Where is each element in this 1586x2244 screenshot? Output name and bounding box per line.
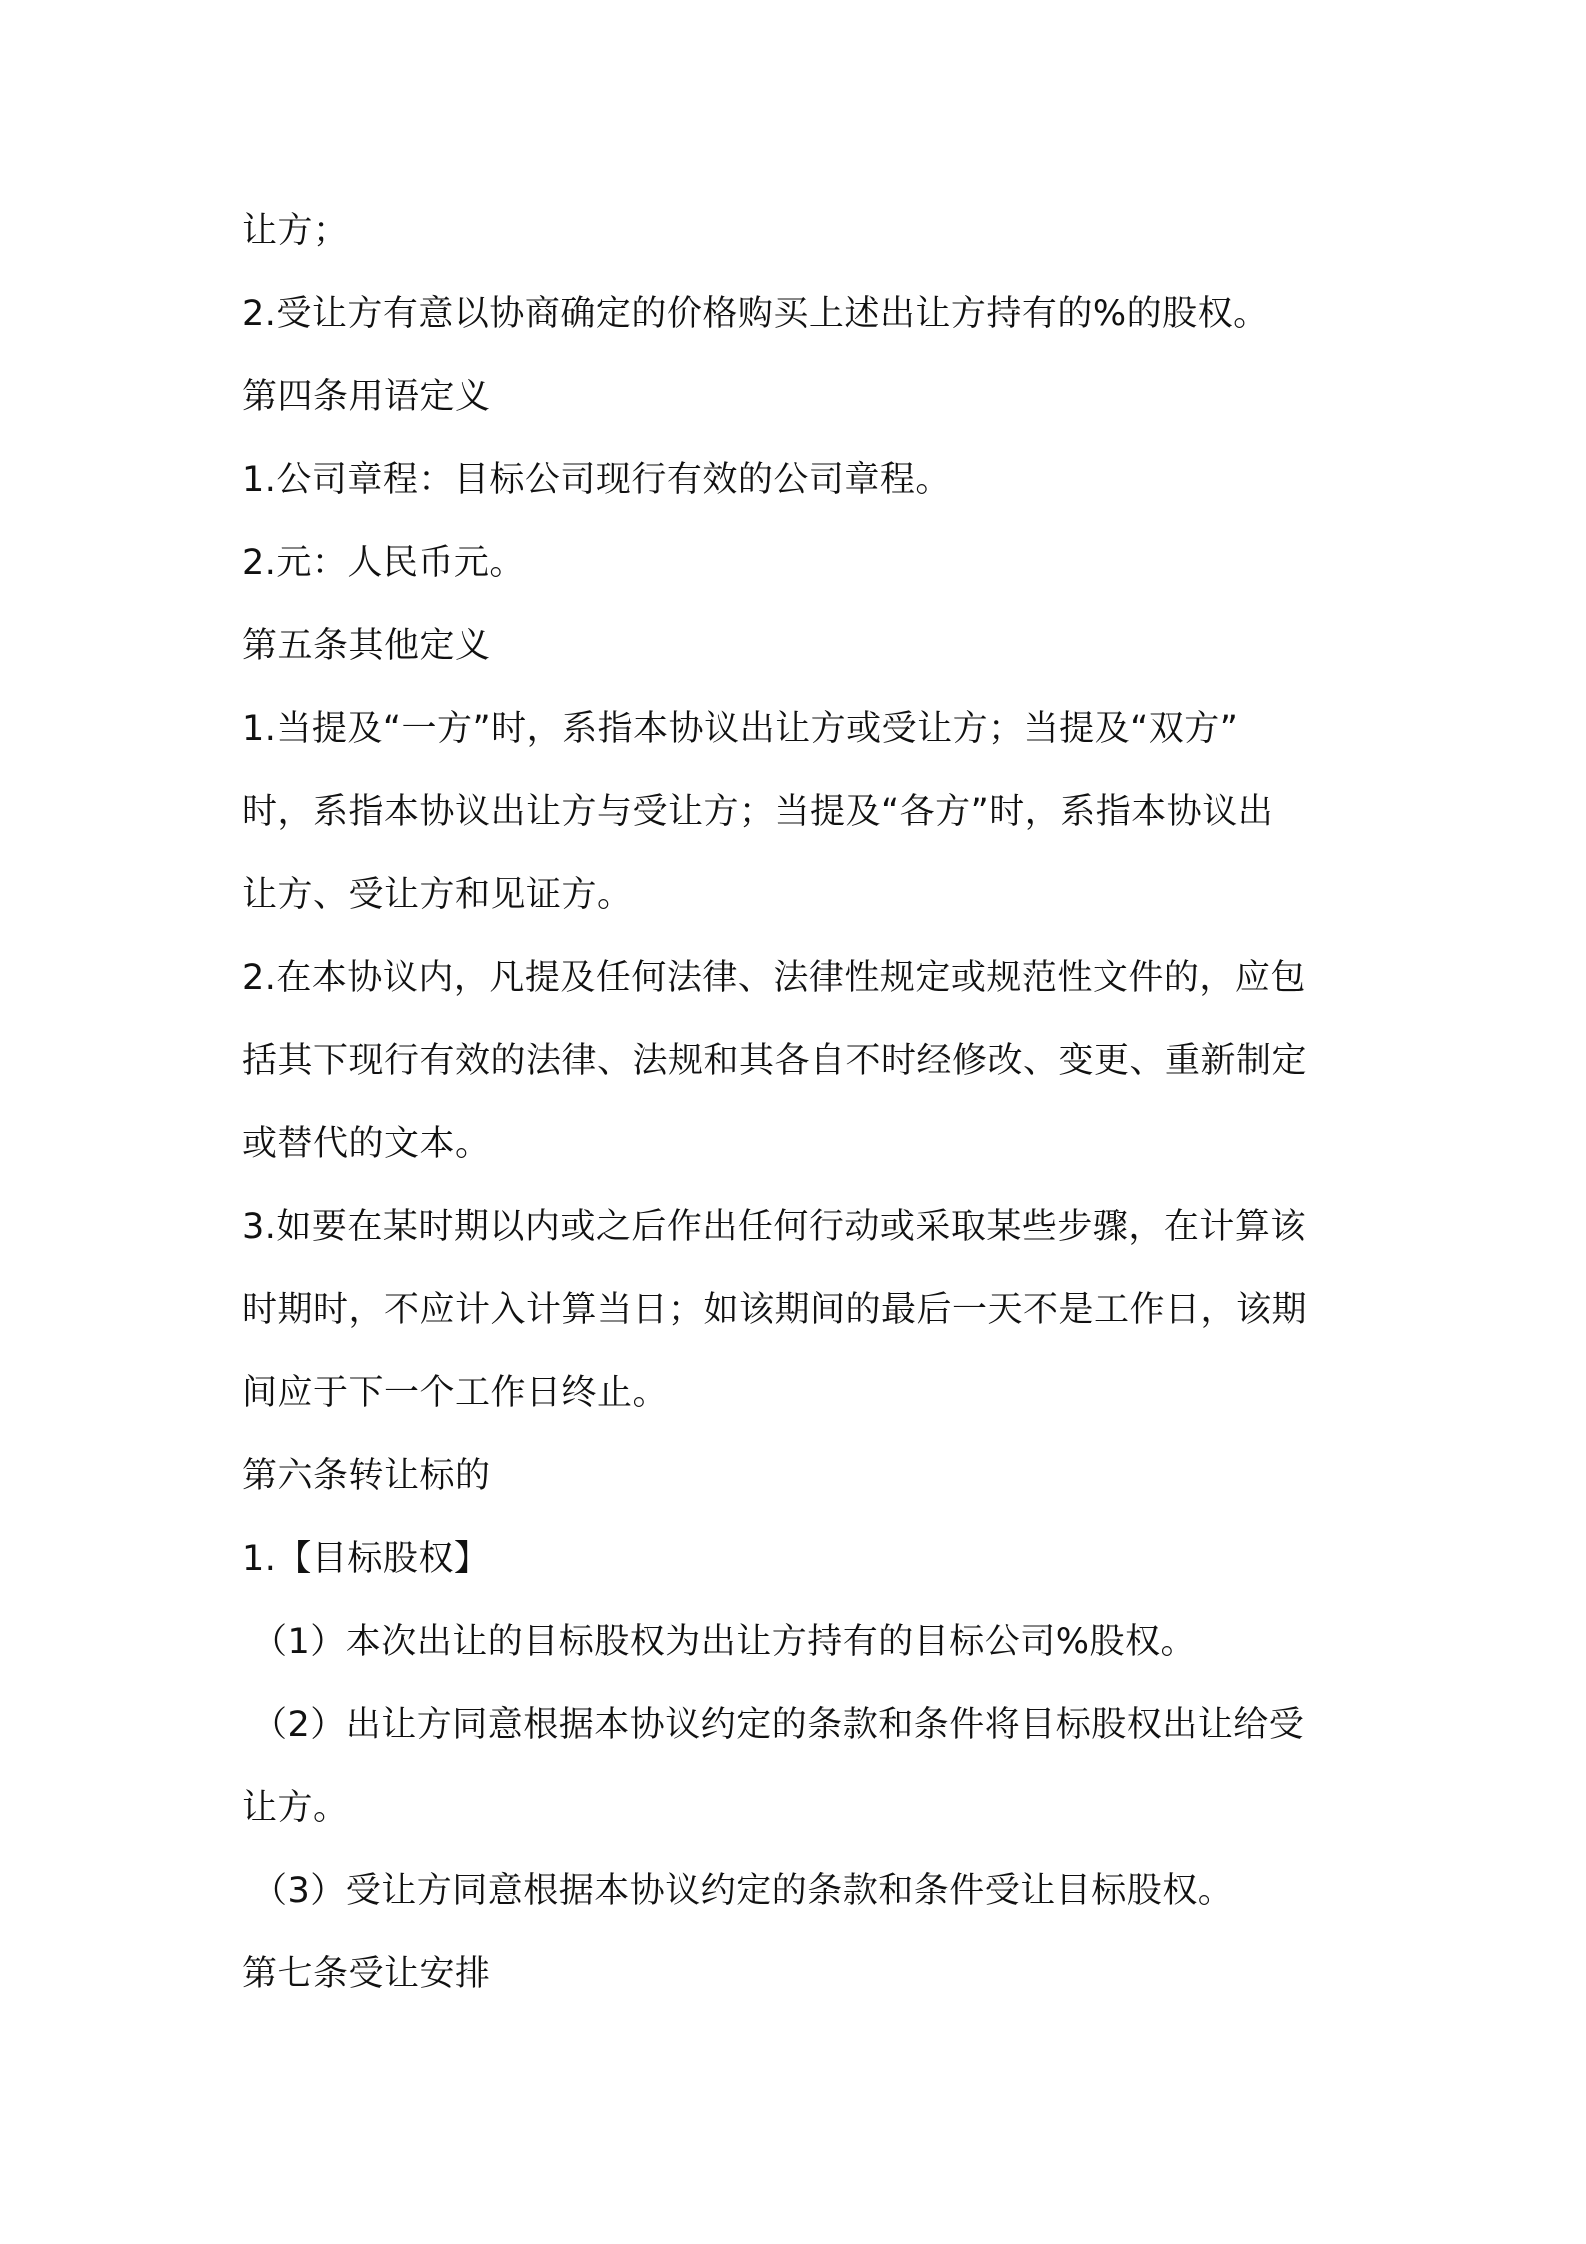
text-line-clause: 1.【目标股权】: [242, 1539, 490, 1579]
text-line-clause: 1.公司章程：目标公司现行有效的公司章程。: [242, 460, 951, 500]
text-line-clause: 间应于下一个工作日终止。: [242, 1373, 669, 1413]
text-line-subclause: （3）受让方同意根据本协议约定的条款和条件受让目标股权。: [252, 1871, 1234, 1911]
text-line-clause: 2.在本协议内，凡提及任何法律、法律性规定或规范性文件的，应包: [242, 958, 1306, 998]
article-heading-7: 第七条受让安排: [242, 1954, 491, 1994]
article-heading-6: 第六条转让标的: [242, 1456, 491, 1496]
text-line-subclause: （1）本次出让的目标股权为出让方持有的目标公司%股权。: [252, 1622, 1197, 1662]
text-line-clause: 时期时，不应计入计算当日；如该期间的最后一天不是工作日，该期: [242, 1290, 1308, 1330]
text-line-clause: 时，系指本协议出让方与受让方；当提及“各方”时，系指本协议出: [242, 792, 1274, 832]
text-line-clause: 或替代的文本。: [242, 1124, 491, 1164]
text-line-clause: 括其下现行有效的法律、法规和其各自不时经修改、变更、重新制定: [242, 1041, 1308, 1081]
text-line-continuation: 让方；: [242, 211, 349, 251]
text-line-clause: 让方。: [242, 1788, 349, 1828]
article-heading-5: 第五条其他定义: [242, 626, 491, 666]
text-line-clause: 2.元：人民币元。: [242, 543, 525, 583]
article-heading-4: 第四条用语定义: [242, 377, 491, 417]
text-line-clause: 2.受让方有意以协商确定的价格购买上述出让方持有的%的股权。: [242, 294, 1269, 334]
text-line-clause: 1.当提及“一方”时，系指本协议出让方或受让方；当提及“双方”: [242, 709, 1239, 749]
text-line-clause: 让方、受让方和见证方。: [242, 875, 633, 915]
text-line-subclause: （2）出让方同意根据本协议约定的条款和条件将目标股权出让给受: [252, 1705, 1305, 1745]
text-line-clause: 3.如要在某时期以内或之后作出任何行动或采取某些步骤，在计算该: [242, 1207, 1306, 1247]
